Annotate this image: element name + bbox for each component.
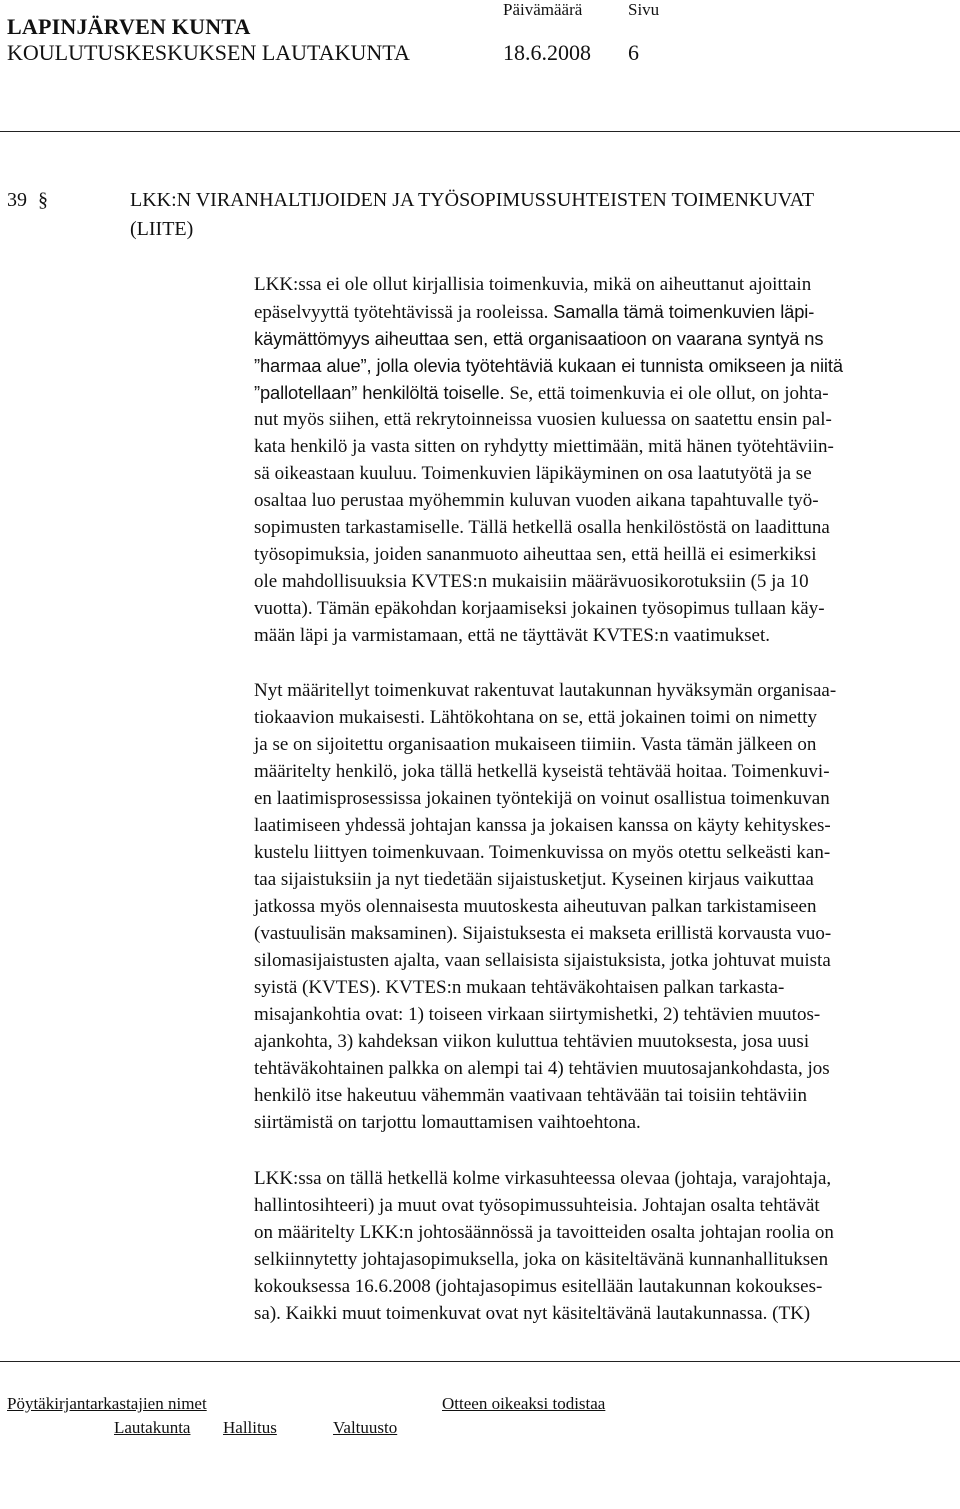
paragraph-line: hallintosihteeri) ja muut ovat työsopimussuhteisia. Johtajan osalta tehtävät xyxy=(254,1195,820,1216)
paragraph-line: en laatimisprosessissa jokainen työntekijä on voinut osallistua toimenkuvan xyxy=(254,788,830,809)
paragraph-line: silomasijaistusten ajalta, vaan sellaisista sijaistuksista, jotka johtuvat muista xyxy=(254,950,831,971)
paragraph-line: kokouksessa 16.6.2008 (johtajasopimus esitellään lautakunnan kokoukses- xyxy=(254,1276,823,1297)
paragraph-line: tiokaavion mukaisesti. Lähtökohtana on se, että jokainen toimi on nimetty xyxy=(254,707,818,728)
page-label: Sivu xyxy=(628,0,660,19)
organization-name: LAPINJÄRVEN KUNTA xyxy=(7,14,251,39)
paragraph-line: (vastuulisän maksaminen). Sijaistuksesta ei makseta erillistä korvausta vuo- xyxy=(254,923,832,944)
paragraph-line xyxy=(254,379,960,406)
header-divider xyxy=(0,131,960,132)
paragraph-line: siirtämistä on tarjottu lomauttamisen vaihtoehtona. xyxy=(254,1112,641,1133)
paragraph-line: jatkossa myös olennaisesta muutoskesta aiheutuvan palkan tarkistamiseen xyxy=(254,896,817,917)
page-number: 6 xyxy=(628,40,639,65)
paragraph-line: taa sijaistuksiin ja nyt tiedetään sijaistusketjut. Kyseinen kirjaus vaikuttaa xyxy=(254,869,814,890)
valtuusto-label: Valtuusto xyxy=(333,1418,398,1437)
paragraph-line: kata henkilö ja vasta sitten on ryhdytty miettimään, mitä hänen työtehtäviin- xyxy=(254,436,834,457)
paragraph-line-sans-part: Samalla tämä toimenkuvien läpi- xyxy=(553,301,815,322)
paragraph-line: mään läpi ja varmistamaan, että ne täyttävät KVTES:n vaatimukset. xyxy=(254,625,770,646)
paragraph-line: käymättömyys aiheuttaa sen, että organisaatioon on vaarana syntyä ns xyxy=(254,328,824,349)
document-header xyxy=(0,0,960,110)
paragraph-line: henkilö itse hakeutuu vähemmän vaativaan tehtävään tai toisiin tehtäviin xyxy=(254,1085,807,1106)
paragraph-line: LKK:ssa on tällä hetkellä kolme virkasuhteessa olevaa (johtaja, varajohtaja, xyxy=(254,1168,832,1189)
paragraph-line: sa). Kaikki muut toimenkuvat ovat nyt käsiteltävänä lautakunnassa. (TK) xyxy=(254,1303,811,1324)
section-sign: § xyxy=(38,189,48,211)
paragraph-line: LKK:ssa ei ole ollut kirjallisia toimenkuvia, mikä on aiheuttanut ajoittain xyxy=(254,274,812,295)
paragraph-line: osaltaa luo perustaa myöhemmin kuluvan vuoden aikana tapahtuvalle työ- xyxy=(254,490,819,511)
document-date: 18.6.2008 xyxy=(503,40,591,65)
paragraph-process xyxy=(254,677,960,1136)
paragraph-line: Nyt määritellyt toimenkuvat rakentuvat lautakunnan hyväksymän organisaa- xyxy=(254,680,837,701)
paragraph-line: nut myös siihen, että rekrytoinneissa vuosien kuluessa on saatettu ensin pal- xyxy=(254,409,832,430)
paragraph-line: on määritelty LKK:n johtosäännössä ja tavoitteiden osalta johtajan roolia on xyxy=(254,1222,834,1243)
paragraph-line: ole mahdollisuuksia KVTES:n mukaisiin määrävuosikorotuksiin (5 ja 10 xyxy=(254,571,809,592)
paragraph-current-state xyxy=(254,1165,960,1327)
paragraph-line: vuotta). Tämän epäkohdan korjaamiseksi jokainen työsopimus tullaan käy- xyxy=(254,598,825,619)
paragraph-line: työsopimuksia, joiden sananmuoto aiheuttaa sen, että heillä ei esimerkiksi xyxy=(254,544,817,565)
paragraph-line-sans-part: ”pallotellaan” henkilöltä toiselle. xyxy=(254,382,505,403)
board-name: KOULUTUSKESKUKSEN LAUTAKUNTA xyxy=(7,40,410,65)
hallitus-label: Hallitus xyxy=(223,1418,277,1437)
lautakunta-label: Lautakunta xyxy=(114,1418,191,1437)
paragraph-line: tehtäväkohtainen palkka on alempi tai 4) tehtävien muutosajankohdasta, jos xyxy=(254,1058,830,1079)
paragraph-line xyxy=(254,298,960,325)
paragraph-line-serif-part: Se, että toimenkuvia ei ole ollut, on johta- xyxy=(509,383,829,404)
paragraph-line: ajankohta, 3) kahdeksan viikon kuluttua tehtävien muutoksesta, josa uusi xyxy=(254,1031,810,1052)
paragraph-problem xyxy=(254,271,960,649)
paragraph-line: syistä (KVTES). KVTES:n mukaan tehtäväkohtaisen palkan tarkasta- xyxy=(254,977,785,998)
signatures-label: Pöytäkirjantarkastajien nimet xyxy=(7,1394,207,1413)
paragraph-line: sä oikeastaan kuuluu. Toimenkuvien läpikäyminen on osa laatutyötä ja se xyxy=(254,463,812,484)
paragraph-line: ”harmaa alue”, jolla olevia työtehtäviä kukaan ei tunnista omikseen ja niitä xyxy=(254,355,843,376)
footer-divider xyxy=(0,1361,960,1362)
paragraph-line: selkiinnytetty johtajasopimuksella, joka on käsiteltävänä kunnanhallituksen xyxy=(254,1249,829,1270)
section-title-continued: (LIITE) xyxy=(130,218,194,240)
paragraph-line: määritelty henkilö, joka tällä hetkellä kyseistä tehtävää hoitaa. Toimenkuvi- xyxy=(254,761,830,782)
paragraph-line: misajankohtia ovat: 1) toiseen virkaan siirtymishetki, 2) tehtävien muutos- xyxy=(254,1004,821,1025)
paragraph-line: laatimiseen yhdessä johtajan kanssa ja jokaisen kanssa on käyty kehityskes- xyxy=(254,815,831,836)
paragraph-line: sopimusten tarkastamiselle. Tällä hetkellä osalla henkilöstöstä on laadittuna xyxy=(254,517,830,538)
date-label: Päivämäärä xyxy=(503,0,583,19)
section-title: LKK:N VIRANHALTIJOIDEN JA TYÖSOPIMUSSUHTEISTEN TOIMENKUVAT xyxy=(130,189,815,211)
paragraph-line-serif-part: epäselvyyttä työtehtävissä ja rooleissa. xyxy=(254,302,549,323)
paragraph-line: ja se on sijoitettu organisaation mukaiseen tiimiin. Vasta tämän jälkeen on xyxy=(254,734,817,755)
section-number: 39 xyxy=(7,189,27,211)
certified-label: Otteen oikeaksi todistaa xyxy=(442,1394,606,1413)
paragraph-line: kustelu liittyen toimenkuvaan. Toimenkuvissa on myös otettu selkeästi kan- xyxy=(254,842,831,863)
